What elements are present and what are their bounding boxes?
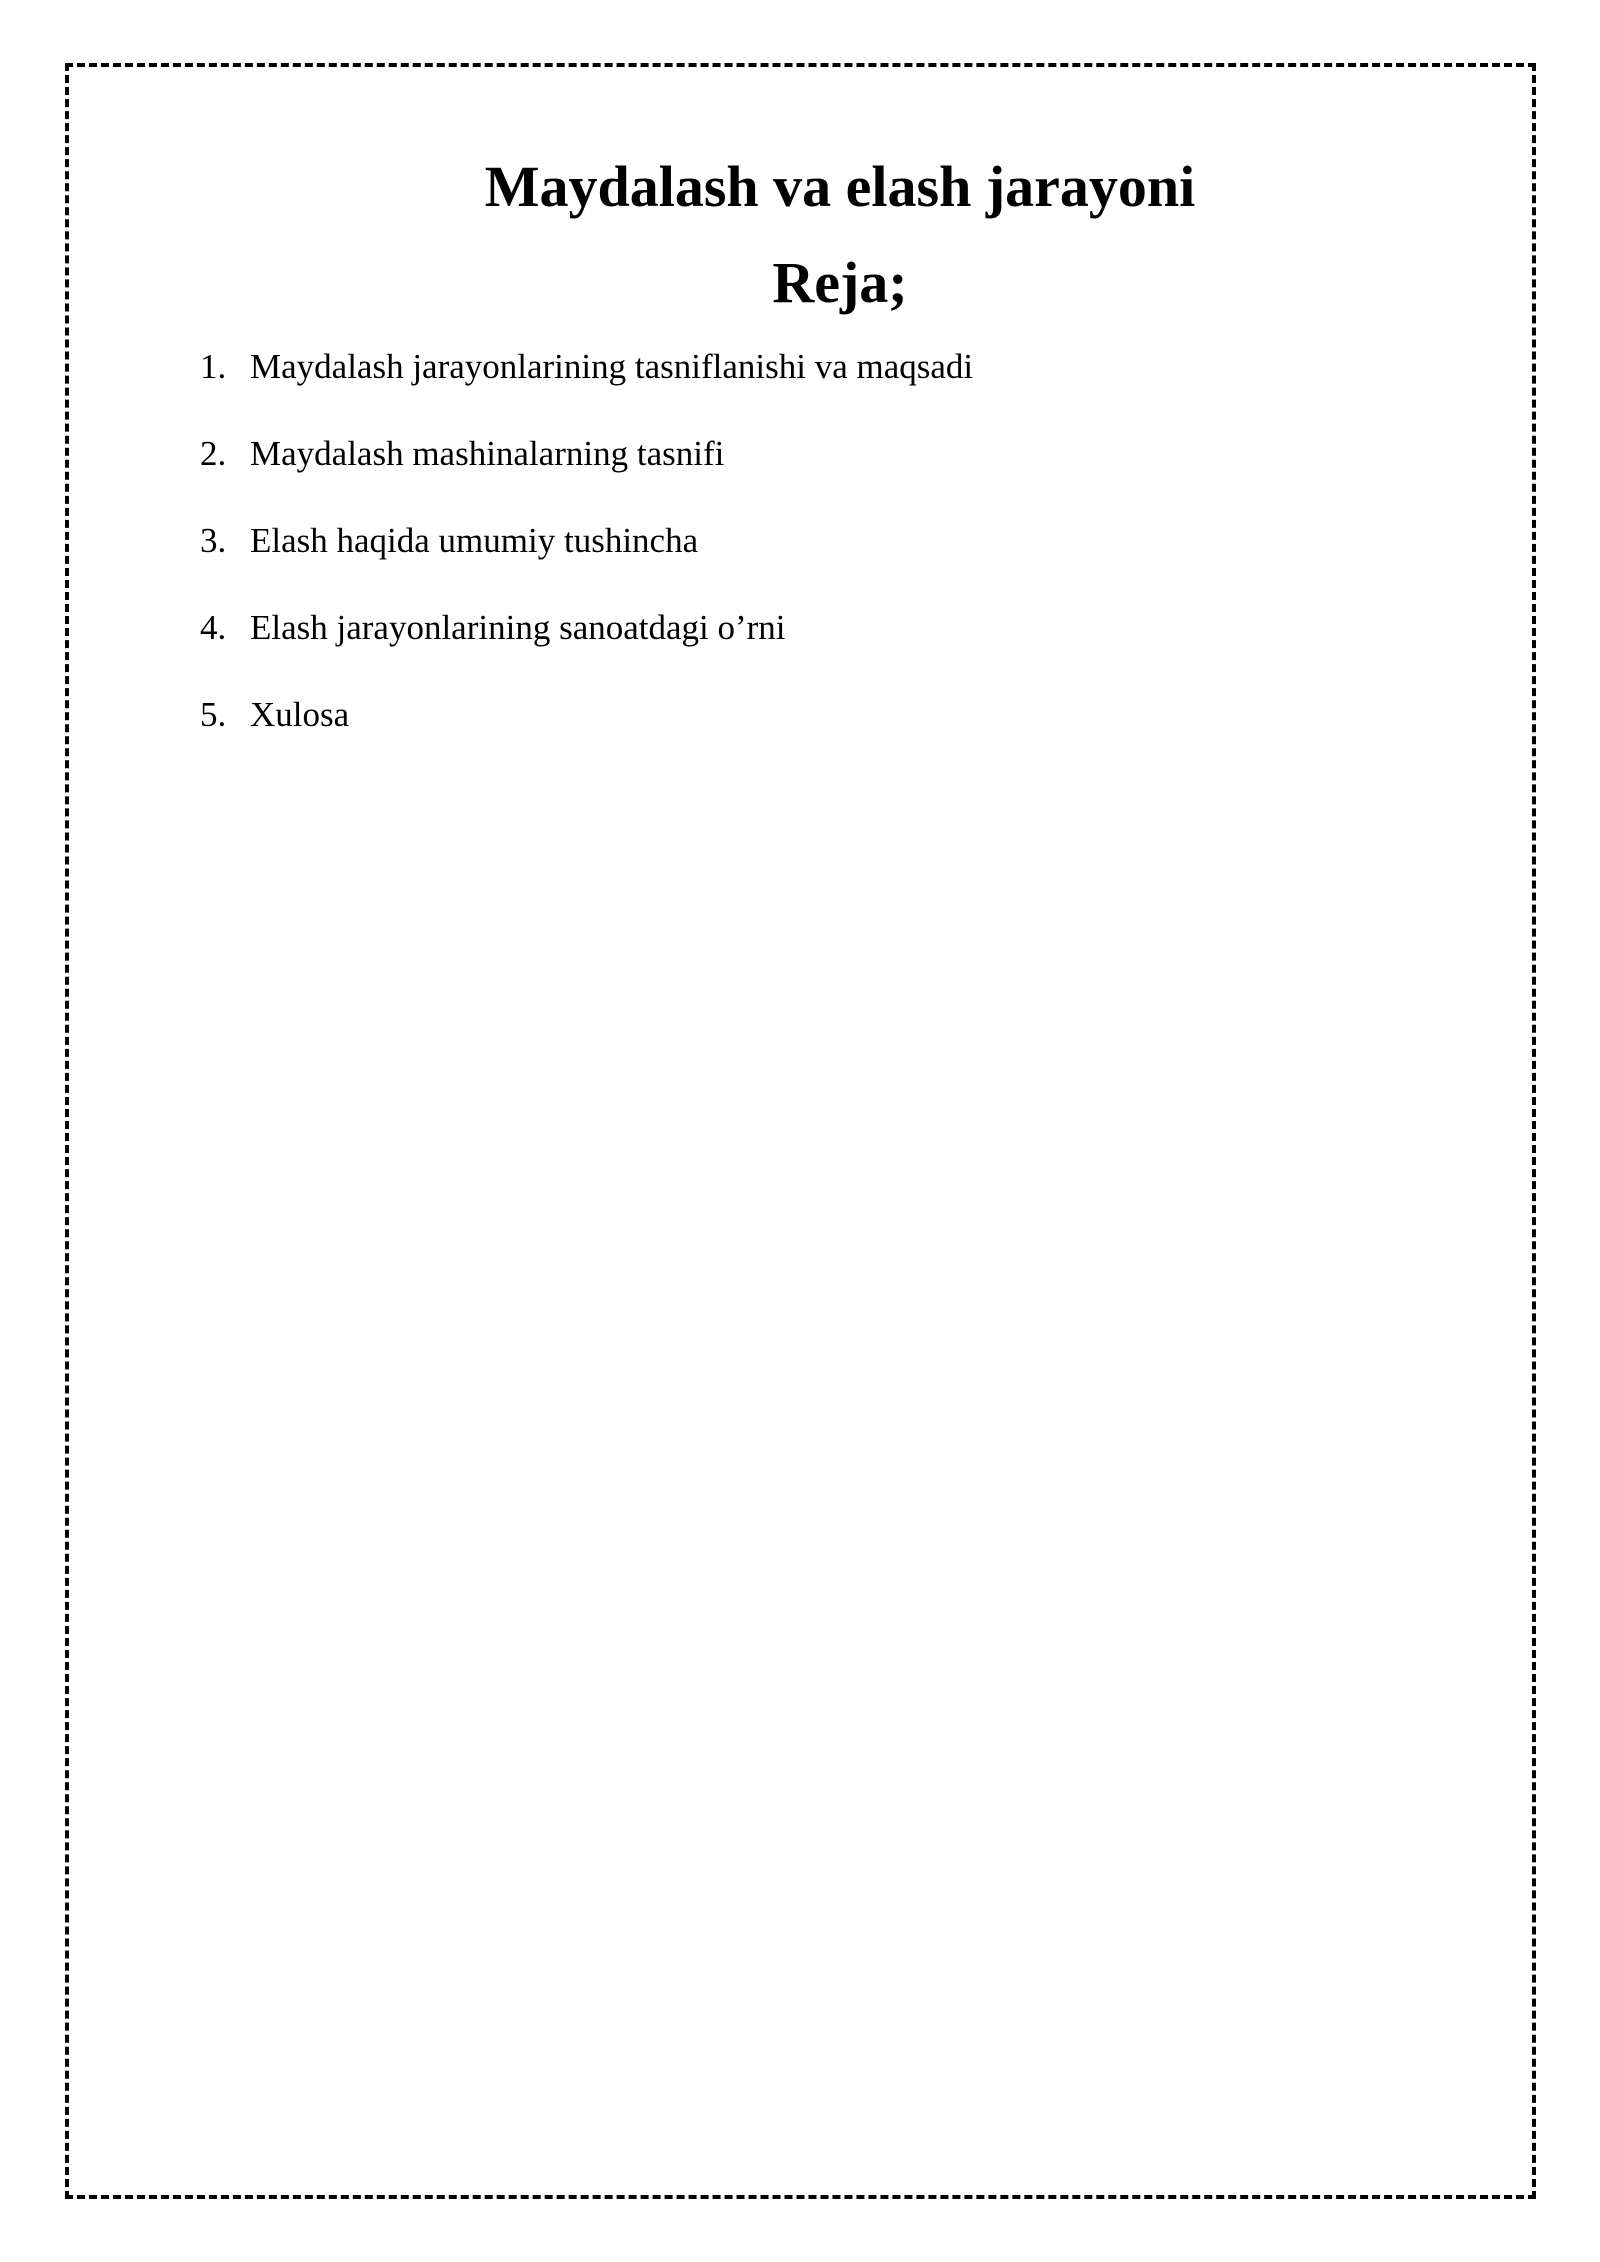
plan-item-text: Maydalash mashinalarning tasnifi	[250, 434, 725, 473]
plan-item-number: 5.	[200, 695, 227, 734]
plan-item	[200, 342, 973, 392]
plan-item	[200, 429, 973, 479]
plan-item-number: 3.	[200, 521, 227, 560]
plan-item-number: 4.	[200, 608, 227, 647]
plan-item-number: 1.	[200, 347, 227, 386]
plan-item-number: 2.	[200, 434, 227, 473]
plan-heading: Reja;	[772, 250, 908, 315]
plan-item	[200, 690, 973, 740]
plan-list	[200, 342, 973, 777]
plan-item-text: Maydalash jarayonlarining tasniflanishi va maqsadi	[250, 347, 974, 386]
plan-item-text: Elash haqida umumiy tushincha	[250, 521, 699, 560]
plan-item	[200, 603, 973, 653]
document-title: Maydalash va elash jarayoni	[484, 154, 1196, 219]
plan-item	[200, 516, 973, 566]
plan-item-text: Xulosa	[250, 695, 350, 734]
plan-item-text: Elash jarayonlarining sanoatdagi o’rni	[250, 608, 786, 647]
